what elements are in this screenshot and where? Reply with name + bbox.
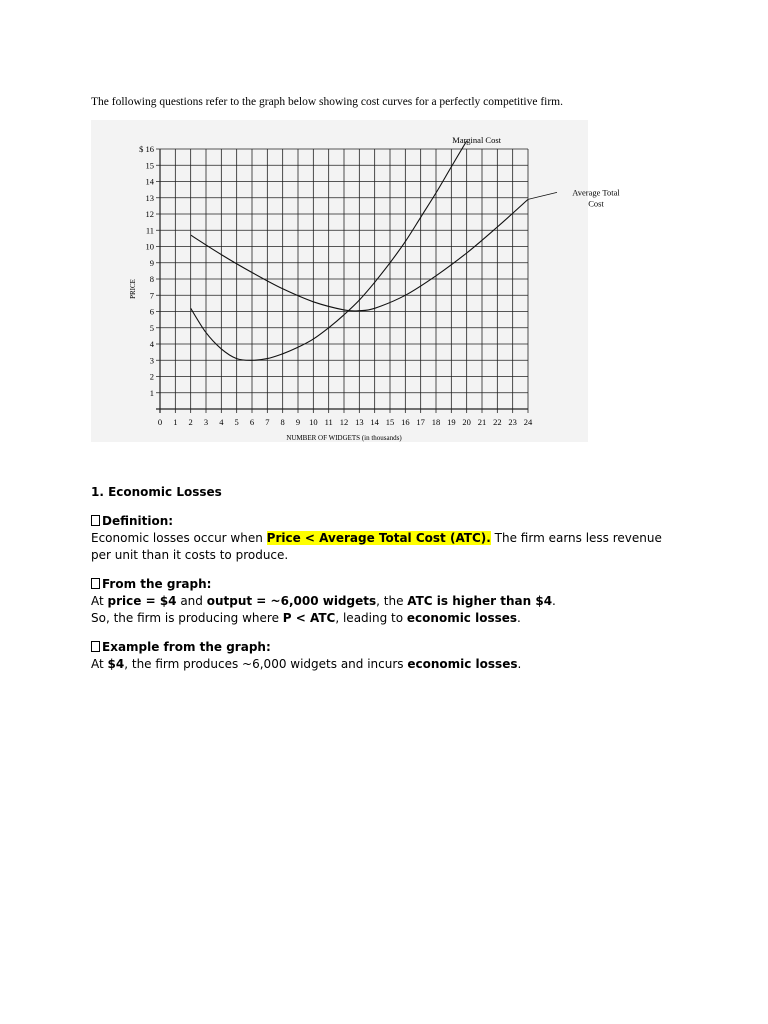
definition-label: Definition: <box>102 514 174 528</box>
x-tick-label: 8 <box>280 417 285 427</box>
from-graph-line-1: At price = $4 and output = ~6,000 widgets, the ATC is higher than $4. <box>91 594 556 608</box>
x-tick-label: 1 <box>173 417 178 427</box>
y-tick-label: 9 <box>149 257 154 268</box>
x-tick-label: 9 <box>295 417 301 427</box>
y-tick-label: 11 <box>145 225 154 236</box>
x-tick-label: 10 <box>309 417 318 427</box>
y-tick-label: 13 <box>145 192 154 203</box>
definition-block <box>91 513 681 564</box>
y-tick-label: 15 <box>145 160 154 171</box>
x-tick-label: 0 <box>157 417 163 427</box>
y-tick-label: 3 <box>149 355 154 366</box>
y-tick-label: 7 <box>149 290 154 301</box>
definition-text-before: Economic losses occur when <box>91 531 267 545</box>
x-tick-label: 14 <box>370 417 379 427</box>
from-graph-block <box>91 576 681 627</box>
x-tick-label: 21 <box>477 417 487 427</box>
x-axis-label: NUMBER OF WIDGETS (in thousands) <box>286 434 402 442</box>
missing-glyph-icon <box>91 641 100 652</box>
section-heading: 1. Economic Losses <box>91 485 222 499</box>
x-tick-label: 7 <box>265 417 270 427</box>
missing-glyph-icon <box>91 578 100 589</box>
y-tick-label: 6 <box>149 306 154 317</box>
x-tick-label: 13 <box>355 417 364 427</box>
x-tick-label: 6 <box>249 417 255 427</box>
x-tick-label: 16 <box>401 417 410 427</box>
y-tick-label: $ 16 <box>139 144 154 154</box>
x-tick-label: 24 <box>523 417 533 427</box>
x-tick-label: 12 <box>339 417 349 427</box>
atc-pointer-line <box>528 192 557 199</box>
x-tick-label: 4 <box>219 417 224 427</box>
x-tick-label: 22 <box>493 417 502 427</box>
x-tick-label: 5 <box>234 417 239 427</box>
definition-highlight: Price < Average Total Cost (ATC). <box>266 531 491 545</box>
x-tick-label: 18 <box>431 417 441 427</box>
y-tick-label: 14 <box>145 176 154 187</box>
definition-text <box>91 530 681 564</box>
chart-ticks <box>139 144 533 427</box>
from-graph-label: From the graph: <box>102 577 212 591</box>
from-graph-line-2: So, the firm is producing where P < ATC, leading to economic losses. <box>91 611 521 625</box>
y-tick-label: 10 <box>145 241 154 252</box>
x-tick-label: 20 <box>462 417 471 427</box>
y-tick-label: 4 <box>149 339 154 349</box>
y-tick-label: 2 <box>149 371 154 382</box>
average-total-cost-label: Average Total <box>572 187 620 198</box>
example-block <box>91 639 681 673</box>
intro-text: The following questions refer to the graph below showing cost curves for a perfectly competitive firm. <box>91 96 563 108</box>
cost-curves-figure <box>91 120 620 442</box>
x-tick-label: 17 <box>416 417 425 427</box>
x-tick-label: 11 <box>324 417 333 427</box>
x-tick-label: 23 <box>508 417 517 427</box>
y-tick-label: 1 <box>149 387 154 398</box>
example-line: At $4, the firm produces ~6,000 widgets and incurs economic losses. <box>91 657 522 671</box>
marginal-cost-label: Marginal Cost <box>452 135 502 145</box>
y-axis-label: PRICE <box>129 279 137 299</box>
average-total-cost-label: Cost <box>588 198 604 209</box>
missing-glyph-icon <box>91 515 100 526</box>
content <box>91 484 681 685</box>
x-tick-label: 15 <box>385 417 395 427</box>
example-label: Example from the graph: <box>102 640 271 654</box>
y-tick-label: 12 <box>145 209 154 219</box>
y-tick-label: 5 <box>149 322 154 333</box>
x-tick-label: 2 <box>188 417 193 427</box>
y-tick-label: 8 <box>149 274 154 284</box>
definition-text-after: The firm earns less revenue per unit than it costs to produce. <box>91 531 662 562</box>
x-tick-label: 3 <box>203 417 209 427</box>
chart-grid <box>156 149 528 413</box>
x-tick-label: 19 <box>447 417 456 427</box>
cost-curves-chart <box>91 120 620 442</box>
